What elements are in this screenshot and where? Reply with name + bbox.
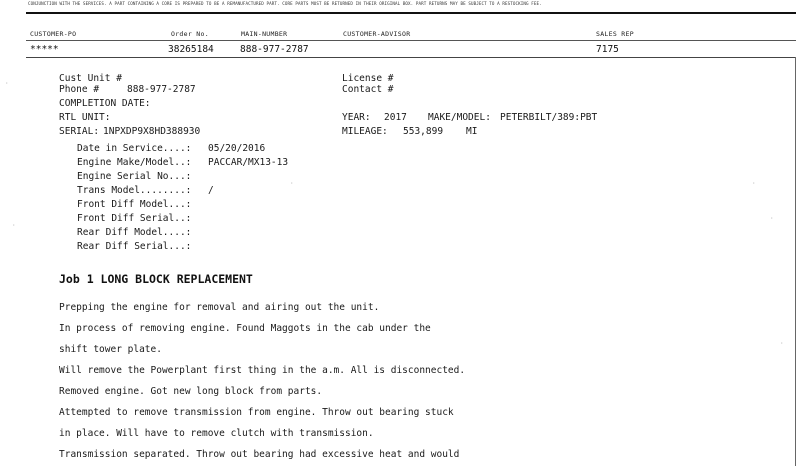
serial-label: SERIAL: [59,126,100,137]
job-note: shift tower plate. [59,344,162,355]
spec-value: PACCAR/MX13-13 [208,157,289,168]
label-customer-advisor: CUSTOMER-ADVISOR [343,30,411,38]
spec-label: Trans Model........: [77,185,192,196]
job-title: Job 1 LONG BLOCK REPLACEMENT [59,272,253,286]
serial-value: 1NPXDP9X8HD388930 [103,126,201,137]
value-customer-po: ***** [30,44,59,55]
cust-unit-label: Cust Unit # [59,73,122,84]
license-label: License # [342,73,394,84]
spec-label: Date in Service....: [77,143,192,154]
job-note: Removed engine. Got new long block from parts. [59,386,323,397]
job-note: In process of removing engine. Found Maggots in the cab under the [59,323,431,334]
job-note: Transmission separated. Throw out bearing had excessive heat and would [59,449,460,460]
label-sales-rep: SALES REP [596,30,634,38]
spec-label: Front Diff Serial..: [77,213,192,224]
phone-value: 888-977-2787 [127,84,196,95]
top-rule [26,12,796,14]
rtl-unit-label: RTL UNIT: [59,112,111,123]
contact-label: Contact # [342,84,394,95]
spec-label: Rear Diff Model....: [77,227,192,238]
spec-label: Front Diff Model...: [77,199,192,210]
mileage-value: 553,899 [403,126,444,137]
scan-speck: · [752,180,756,187]
label-main-number: MAIN-NUMBER [241,30,288,38]
mileage-label: MILEAGE: [342,126,388,137]
phone-label: Phone # [59,84,100,95]
job-note: Will remove the Powerplant first thing in the a.m. All is disconnected. [59,365,466,376]
spec-value: / [208,185,214,196]
spec-value: 05/20/2016 [208,143,266,154]
job-note: Attempted to remove transmission from engine. Throw out bearing stuck [59,407,454,418]
value-sales-rep: 7175 [596,44,619,55]
fine-print [28,1,788,7]
job-note: Prepping the engine for removal and airing out the unit. [59,302,380,313]
scan-speck: · [12,222,16,229]
make-model-label: MAKE/MODEL: [428,112,491,123]
job-note: in place. Will have to remove clutch with transmission. [59,428,374,439]
value-main-number: 888-977-2787 [240,44,309,55]
mileage-unit: MI [466,126,478,137]
spec-label: Engine Serial No...: [77,171,192,182]
completion-date-label: COMPLETION DATE: [59,98,151,109]
header-rule [26,40,796,41]
value-order-no: 38265184 [168,44,214,55]
scan-speck: · [5,80,9,87]
box-top-rule [26,57,796,58]
scan-speck: · [770,215,774,222]
fine-print-line: CONJUNCTION WITH THE SERVICES. A PART CONTAINING A CORE IS PREPARED TO BE A REMANUFACTURED PART. CORE PARTS MUST BE RETURNED IN THEIR ORIGINAL BOX. PART RETURNS MAY BE SUBJECT TO A RESTOCKING FEE. [28,1,542,6]
scan-speck: · [290,180,294,187]
spec-label: Engine Make/Model..: [77,157,192,168]
label-customer-po: CUSTOMER-PO [30,30,77,38]
spec-label: Rear Diff Serial...: [77,241,192,252]
label-order-no: Order No. [171,30,209,38]
box-right-rule [795,57,796,466]
year-label: YEAR: [342,112,371,123]
scan-speck: · [780,340,784,347]
make-model-value: PETERBILT/389:PBT [500,112,598,123]
year-value: 2017 [384,112,407,123]
